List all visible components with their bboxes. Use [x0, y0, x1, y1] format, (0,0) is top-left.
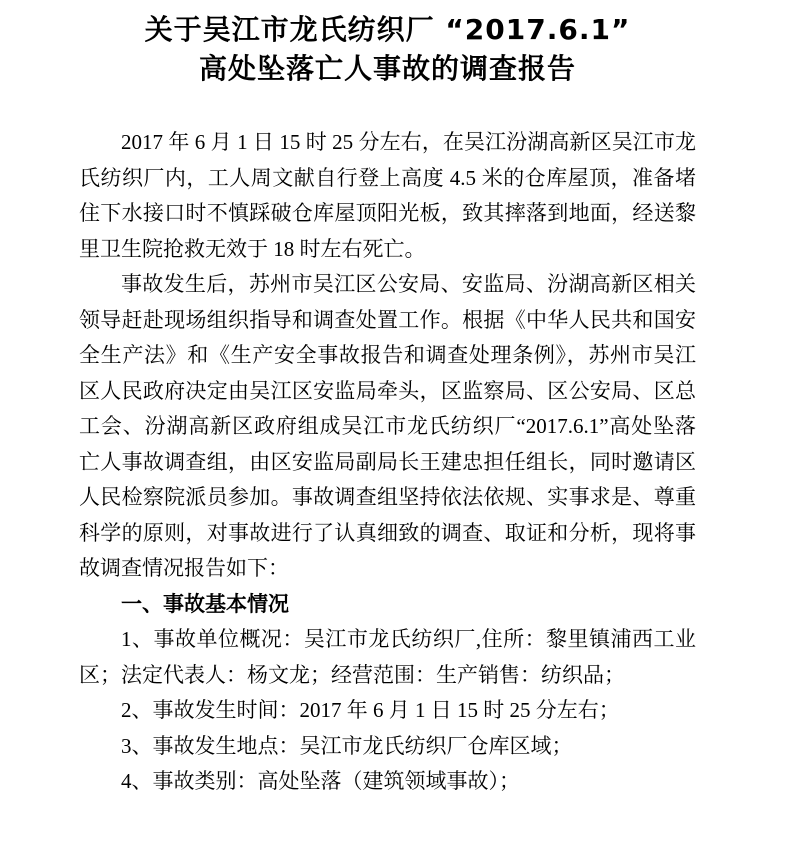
paragraph-accident-summary: 2017 年 6 月 1 日 15 时 25 分左右，在吴江汾湖高新区吴江市龙氏纺织厂内，工人周文献自行登上高度 4.5 米的仓库屋顶，准备堵住下水接口时不慎踩破仓库屋顶阳光板，致其摔落到地面，经送黎里卫生院抢救无效于 18 时左右死亡。	[79, 130, 696, 261]
title-line-2: 高处坠落亡人事故的调查报告	[198, 52, 576, 85]
item-accident-time: 2、事故发生时间：2017 年 6 月 1 日 15 时 25 分左右；	[121, 698, 620, 722]
item-accident-location: 3、事故发生地点：吴江市龙氏纺织厂仓库区域；	[121, 733, 573, 758]
item-accident-category: 4、事故类别：高处坠落（建筑领域事故）；	[121, 769, 520, 793]
document-body	[79, 125, 696, 800]
item-accident-unit-overview: 1、事故单位概况：吴江市龙氏纺织厂,住所：黎里镇浦西工业区；法定代表人：杨文龙；经营范围：生产销售：纺织品；	[79, 627, 696, 687]
title-line-1: 关于吴江市龙氏纺织厂 “2017.6.1”	[144, 13, 631, 46]
paragraph-investigation-setup: 事故发生后，苏州市吴江区公安局、安监局、汾湖高新区相关领导赶赴现场组织指导和调查处置工作。根据《中华人民共和国安全生产法》和《生产安全事故报告和调查处理条例》，苏州市吴江区人民政府决定由吴江区安监局牵头，区监察局、区公安局、区总工会、汾湖高新区政府组成吴江市龙氏纺织厂“2017.6.1”高处坠落亡人事故调查组，由区安监局副局长王建忠担任组长，同时邀请区人民检察院派员参加。事故调查组坚持依法依规、实事求是、尊重科学的原则，对事故进行了认真细致的调查、取证和分析，现将事故调查情况报告如下：	[79, 272, 696, 580]
document-title	[79, 10, 696, 88]
section-heading-basic-facts: 一、事故基本情况	[121, 591, 289, 616]
